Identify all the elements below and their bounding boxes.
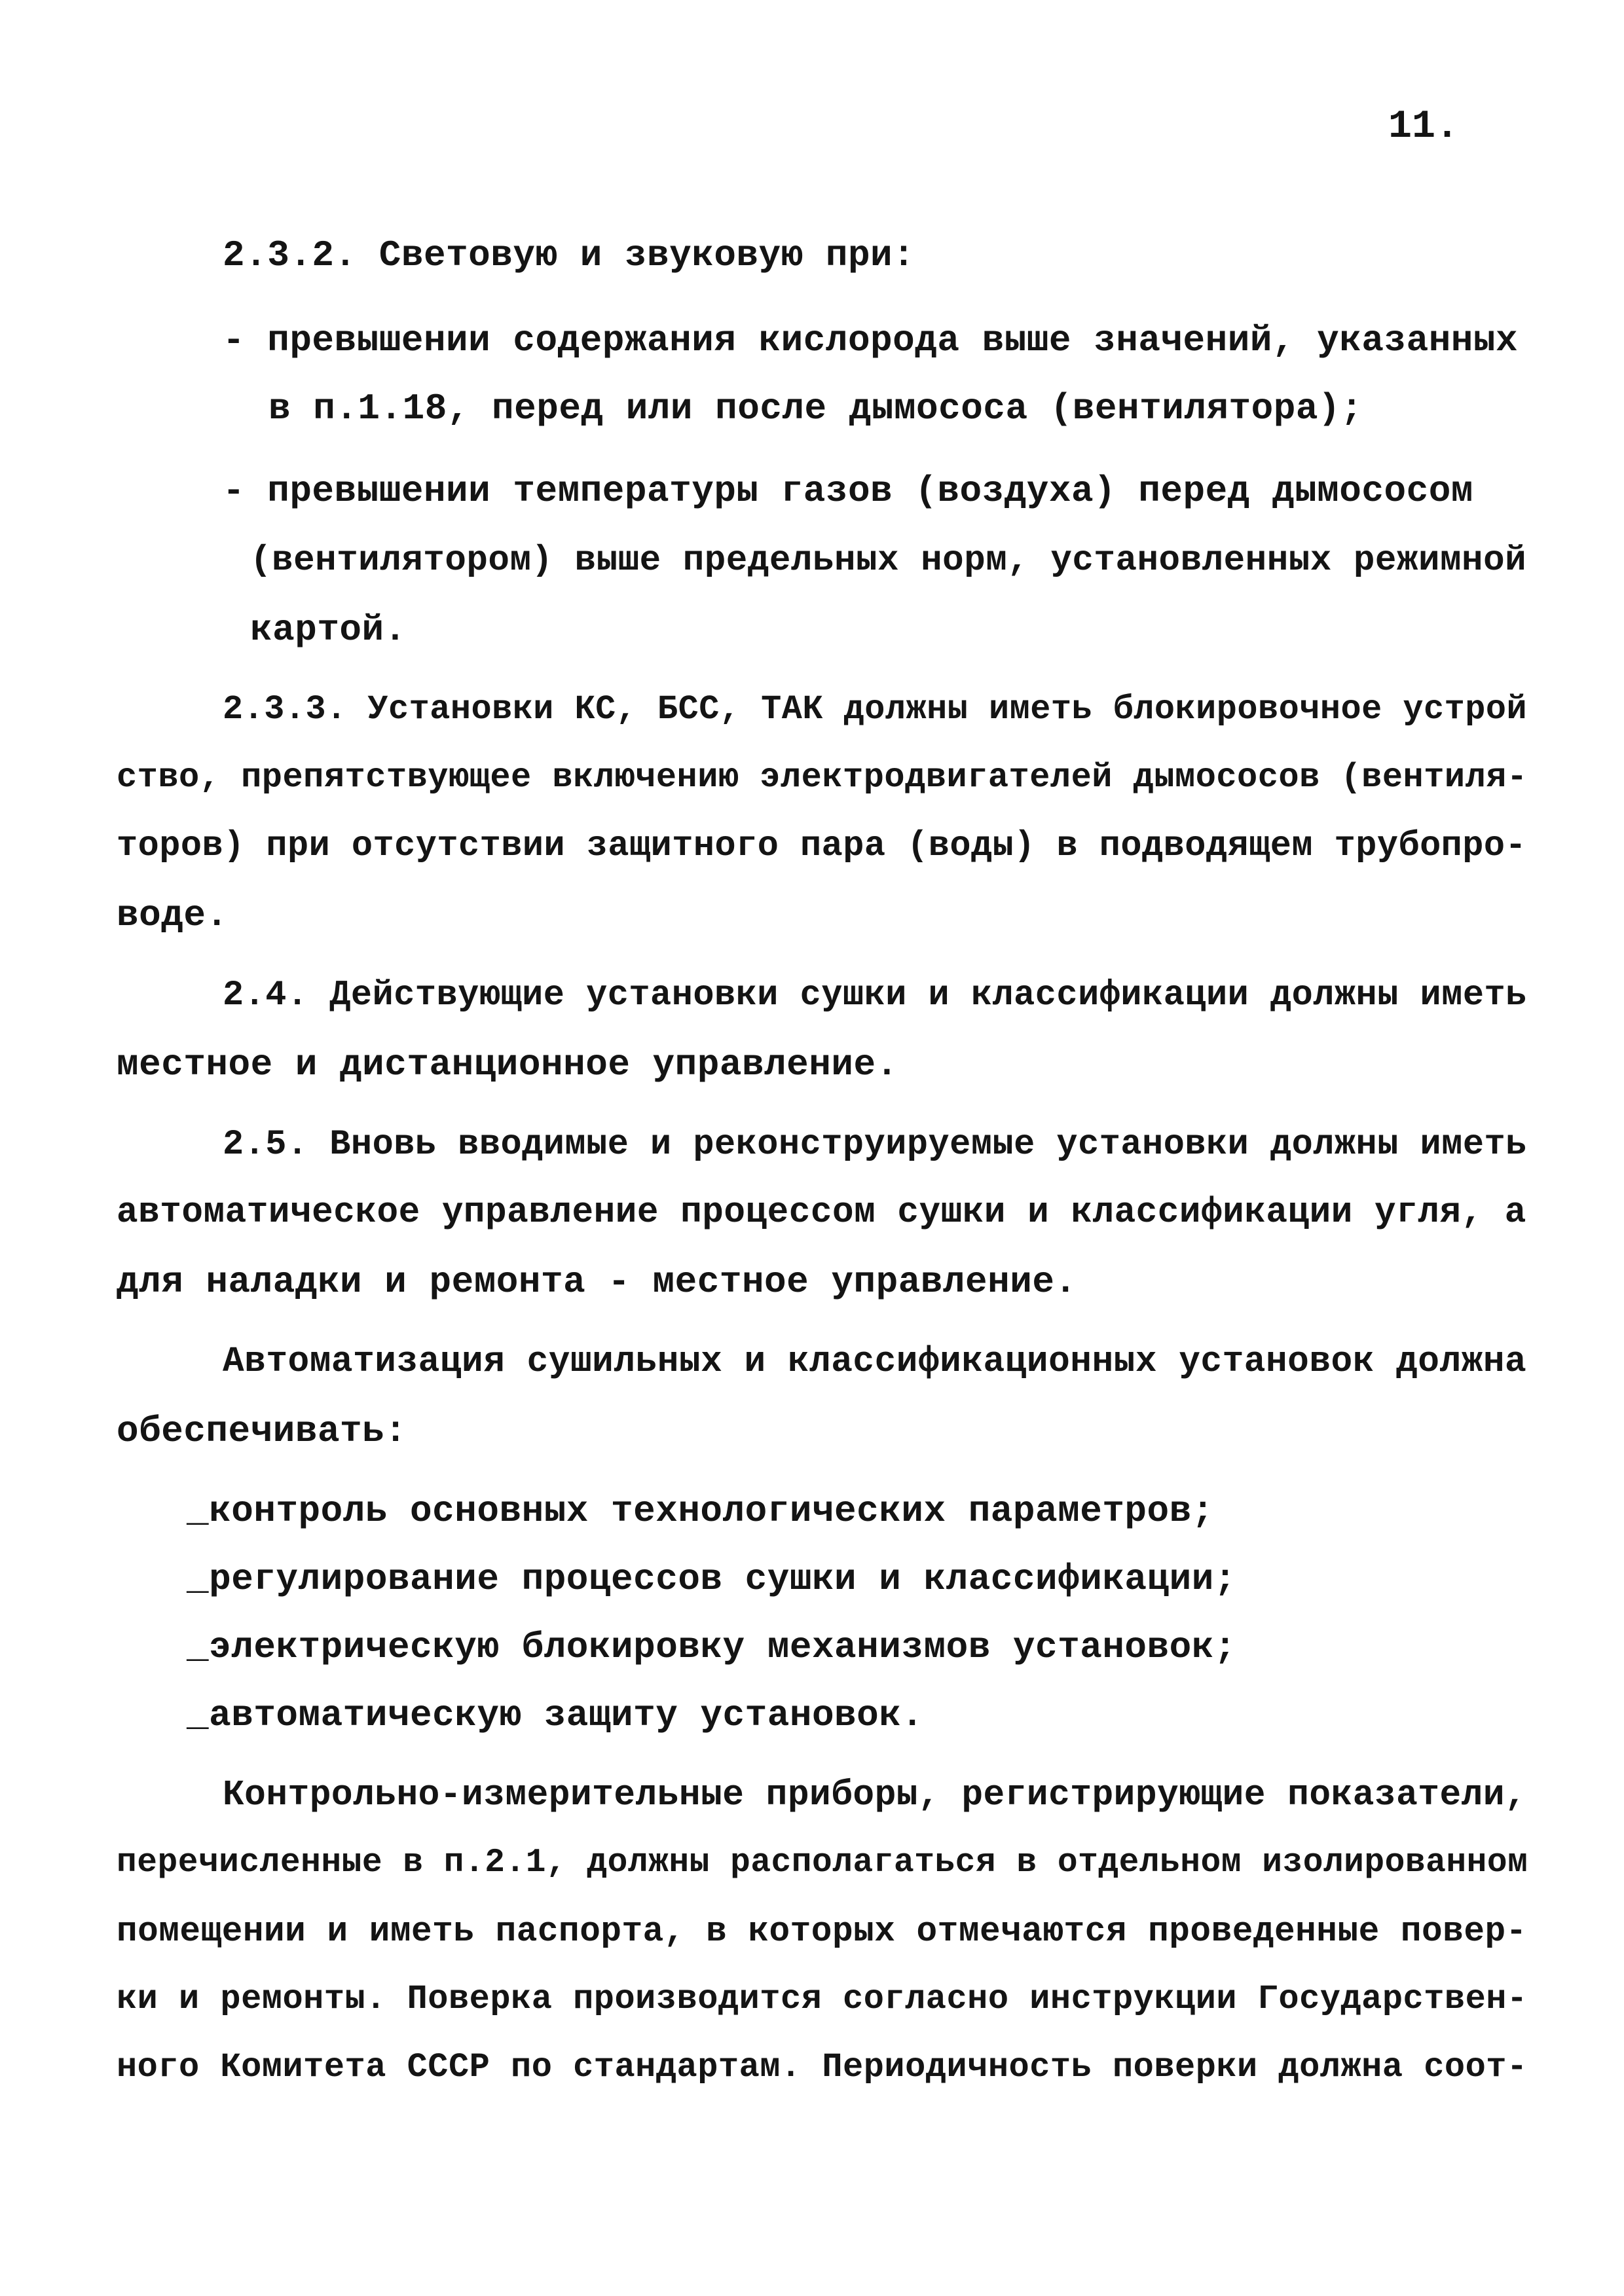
- text-line: _электрическую блокировку механизмов установок;: [187, 1626, 1236, 1668]
- page-number: 11.: [1388, 105, 1460, 149]
- text-line: (вентилятором) выше предельных норм, установленных режимной: [250, 541, 1527, 581]
- text-line: местное и дистанционное управление.: [117, 1044, 898, 1085]
- text-line: - превышении температуры газов (воздуха) перед дымососом: [223, 470, 1473, 512]
- text-line: ство, препятствующее включению электродвигателей дымососов (вентиля-: [117, 758, 1528, 797]
- text-line: 2.3.2. Световую и звуковую при:: [223, 234, 915, 276]
- text-line: торов) при отсутствии защитного пара (воды) в подводящем трубопро-: [117, 826, 1527, 866]
- text-line: 2.4. Действующие установки сушки и классификации должны иметь: [223, 975, 1527, 1015]
- text-line: _регулирование процессов сушки и классификации;: [187, 1558, 1236, 1600]
- text-line: картой.: [250, 609, 407, 651]
- text-line: 2.3.3. Установки КС, БСС, ТАК должны иметь блокировочное устрой: [223, 690, 1528, 729]
- text-line: 2.5. Вновь вводимые и реконструируемые установки должны иметь: [223, 1125, 1527, 1165]
- text-line: помещении и иметь паспорта, в которых отмечаются проведенные повер-: [117, 1912, 1527, 1951]
- text-line: в п.1.18, перед или после дымососа (вентилятора);: [268, 388, 1363, 429]
- text-line: перечисленные в п.2.1, должны располагаться в отдельном изолированном: [117, 1844, 1528, 1882]
- text-line: ки и ремонты. Поверка производится согласно инструкции Государствен-: [117, 1980, 1528, 2018]
- text-line: обеспечивать:: [117, 1410, 407, 1452]
- text-line: автоматическое управление процессом сушки и классификации угля, а: [117, 1193, 1526, 1233]
- text-line: для наладки и ремонта - местное управление.: [117, 1261, 1077, 1303]
- text-line: ного Комитета СССР по стандартам. Периодичность поверки должна соот-: [117, 2048, 1528, 2086]
- text-line: Автоматизация сушильных и классификационных установок должна: [223, 1342, 1527, 1382]
- text-line: - превышении содержания кислорода выше значений, указанных: [223, 319, 1519, 361]
- text-line: Контрольно-измерительные приборы, регистрирующие показатели,: [223, 1776, 1527, 1815]
- text-line: воде.: [117, 894, 229, 936]
- text-line: _автоматическую защиту установок.: [187, 1694, 924, 1736]
- text-line: _контроль основных технологических параметров;: [187, 1490, 1214, 1532]
